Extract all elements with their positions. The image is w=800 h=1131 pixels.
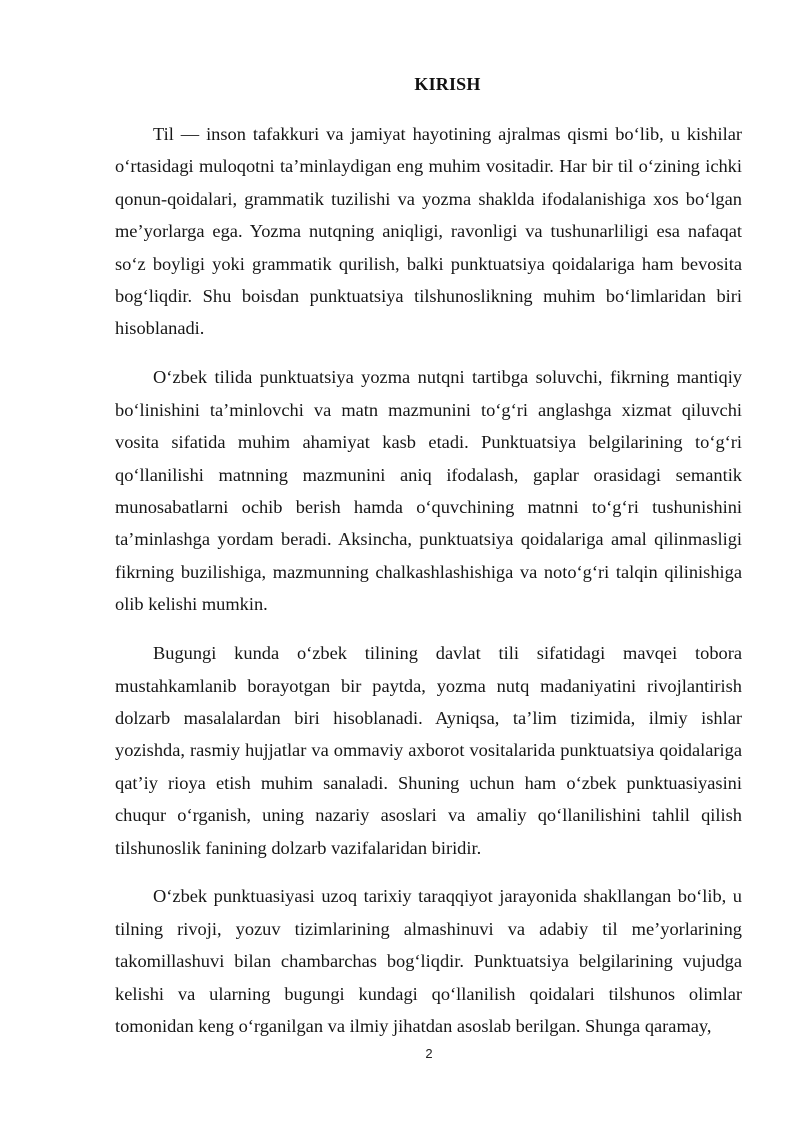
page-title: KIRISH [414,74,481,94]
page-number: 2 [425,1046,433,1061]
paragraph-4: Oʻzbek punktuasiyasi uzoq tarixiy taraqqiyot jarayonida shakllangan boʻlib, u tilning rivoji, yozuv tizimlarining almashinuvi va adabiy til meʼyorlarining takomillashuvi bilan chambarchas bogʻliqdir. Punktuatsiya belgilarining vujudga kelishi va ularning bugungi kundagi qoʻllanilish qoidalari tilshunos olimlar tomonidan keng oʻrganilgan va ilmiy jihatdan asoslab berilgan. Shunga qaramay, [115,886,742,1037]
paragraph-3: Bugungi kunda oʻzbek tilining davlat tili sifatidagi mavqei tobora mustahkamlanib borayotgan bir paytda, yozma nutq madaniyatini rivojlantirish dolzarb masalalardan biri hisoblanadi. Ayniqsa, taʼlim tizimida, ilmiy ishlar yozishda, rasmiy hujjatlar va ommaviy axborot vositalarida punktuatsiya qoidalariga qatʼiy rioya etish muhim sanaladi. Shuning uchun ham oʻzbek punktuasiyasini chuqur oʻrganish, uning nazariy asoslari va amaliy qoʻllanilishini tahlil qilish tilshunoslik fanining dolzarb vazifalaridan biridir. [115,643,742,858]
paragraph-2: Oʻzbek tilida punktuatsiya yozma nutqni tartibga soluvchi, fikrning mantiqiy boʻlinishini taʼminlovchi va matn mazmunini toʻgʻri anglashga xizmat qiluvchi vosita sifatida muhim ahamiyat kasb etadi. Punktuatsiya belgilarining toʻgʻri qoʻllanilishi matnning mazmunini aniq ifodalash, gaplar orasidagi semantik munosabatlarni ochib berish hamda oʻquvchining matnni toʻgʻri tushunishini taʼminlashga yordam beradi. Aksincha, punktuatsiya qoidalariga amal qilinmasligi fikrning buzilishiga, mazmunning chalkashlashishiga va notoʻgʻri talqin qilinishiga olib kelishi mumkin. [115,367,742,615]
paragraph-1: Til — inson tafakkuri va jamiyat hayotining ajralmas qismi boʻlib, u kishilar oʻrtasidagi muloqotni taʼminlaydigan eng muhim vositadir. Har bir til oʻzining ichki qonun-qoidalari, grammatik tuzilishi va yozma shaklda ifodalanishiga xos boʻlgan meʼyorlarga ega. Yozma nutqning aniqligi, ravonligi va tushunarliligi esa nafaqat soʻz boyligi yoki grammatik qurilish, balki punktuatsiya qoidalariga ham bevosita bogʻliqdir. Shu boisdan punktuatsiya tilshunoslikning muhim boʻlimlaridan biri hisoblanadi. [115,124,742,339]
body-text [115,118,742,1042]
